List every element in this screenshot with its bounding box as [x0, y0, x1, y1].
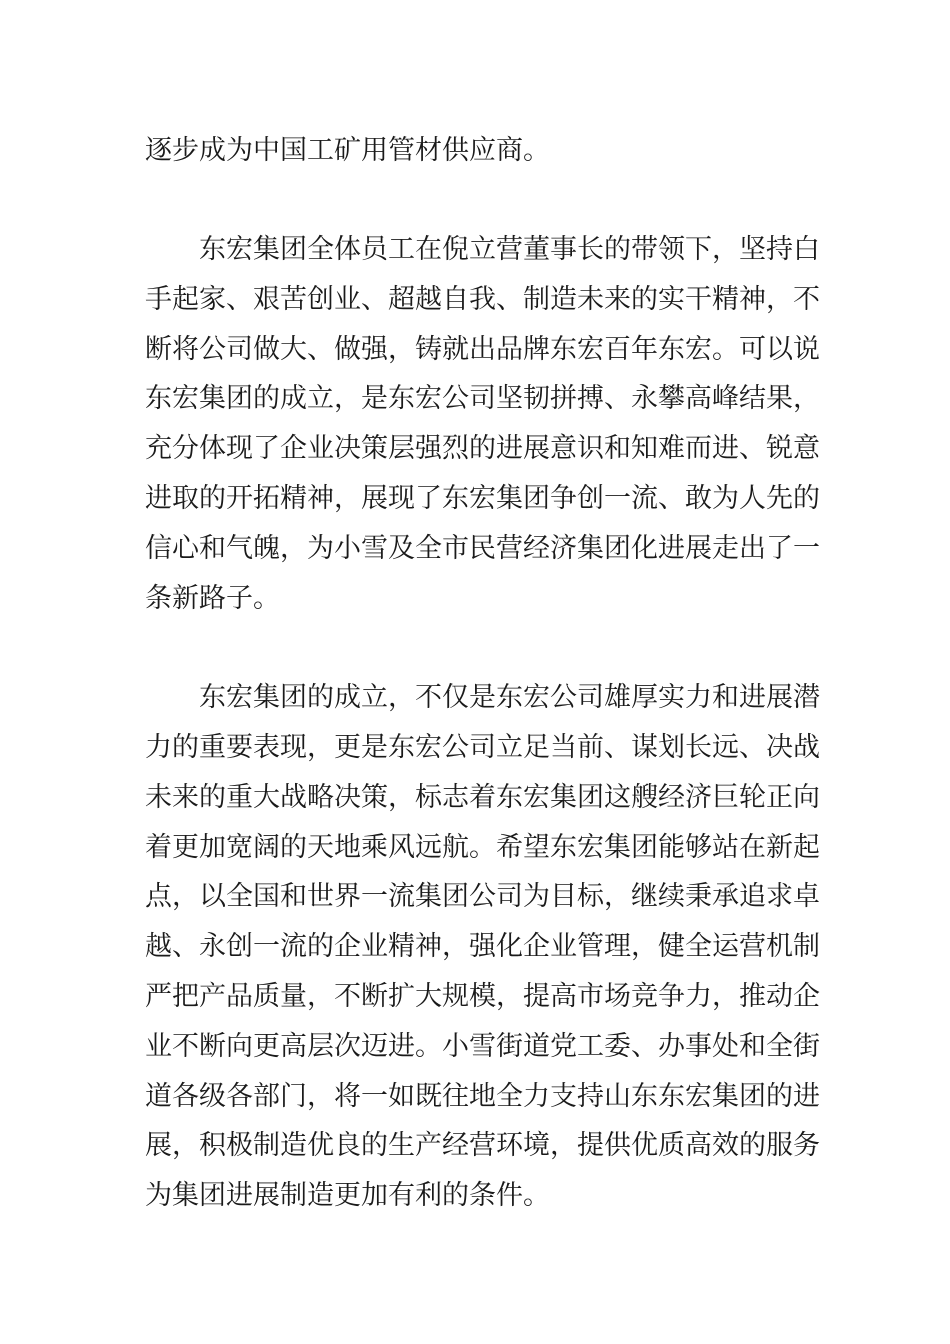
paragraph-3-line-11: 为集团进展制造更加有利的条件。 [145, 1180, 550, 1211]
paragraph-3-line-2: 力的重要表现，更是东宏公司立足当前、谋划长远、决战 [145, 732, 820, 763]
paragraph-2-line-6: 进取的开拓精神，展现了东宏集团争创一流、敢为人先的 [145, 483, 820, 514]
paragraph-2-line-1: 东宏集团全体员工在倪立营董事长的带领下，坚持白 [199, 234, 820, 265]
paragraph-2-line-7: 信心和气魄，为小雪及全市民营经济集团化进展走出了一 [145, 533, 820, 564]
paragraph-3-line-3: 未来的重大战略决策，标志着东宏集团这艘经济巨轮正向 [145, 782, 820, 813]
paragraph-3-line-9: 道各级各部门，将一如既往地全力支持山东东宏集团的进 [145, 1081, 820, 1112]
paragraph-2-line-4: 东宏集团的成立，是东宏公司坚韧拼搏、永攀高峰结果， [145, 383, 820, 414]
paragraph-1-line-1: 逐步成为中国工矿用管材供应商。 [145, 135, 550, 166]
paragraph-2-line-2: 手起家、艰苦创业、超越自我、制造未来的实干精神，不 [145, 284, 820, 315]
paragraph-3-line-8: 业不断向更高层次迈进。小雪街道党工委、办事处和全街 [145, 1031, 820, 1062]
paragraph-3-line-1: 东宏集团的成立，不仅是东宏公司雄厚实力和进展潜 [199, 682, 820, 713]
paragraph-3-line-7: 严把产品质量，不断扩大规模，提高市场竞争力，推动企 [145, 981, 820, 1012]
paragraph-2-line-5: 充分体现了企业决策层强烈的进展意识和知难而进、锐意 [145, 433, 820, 464]
paragraph-3-line-4: 着更加宽阔的天地乘风远航。希望东宏集团能够站在新起 [145, 832, 820, 863]
paragraph-3-line-10: 展，积极制造优良的生产经营环境，提供优质高效的服务 [145, 1130, 820, 1161]
paragraph-3-line-6: 越、永创一流的企业精神，强化企业管理，健全运营机制 [145, 931, 820, 962]
paragraph-2-line-3: 断将公司做大、做强，铸就出品牌东宏百年东宏。可以说 [145, 334, 820, 365]
paragraph-2-line-8: 条新路子。 [145, 583, 280, 614]
paragraph-3-line-5: 点，以全国和世界一流集团公司为目标，继续秉承追求卓 [145, 881, 820, 912]
